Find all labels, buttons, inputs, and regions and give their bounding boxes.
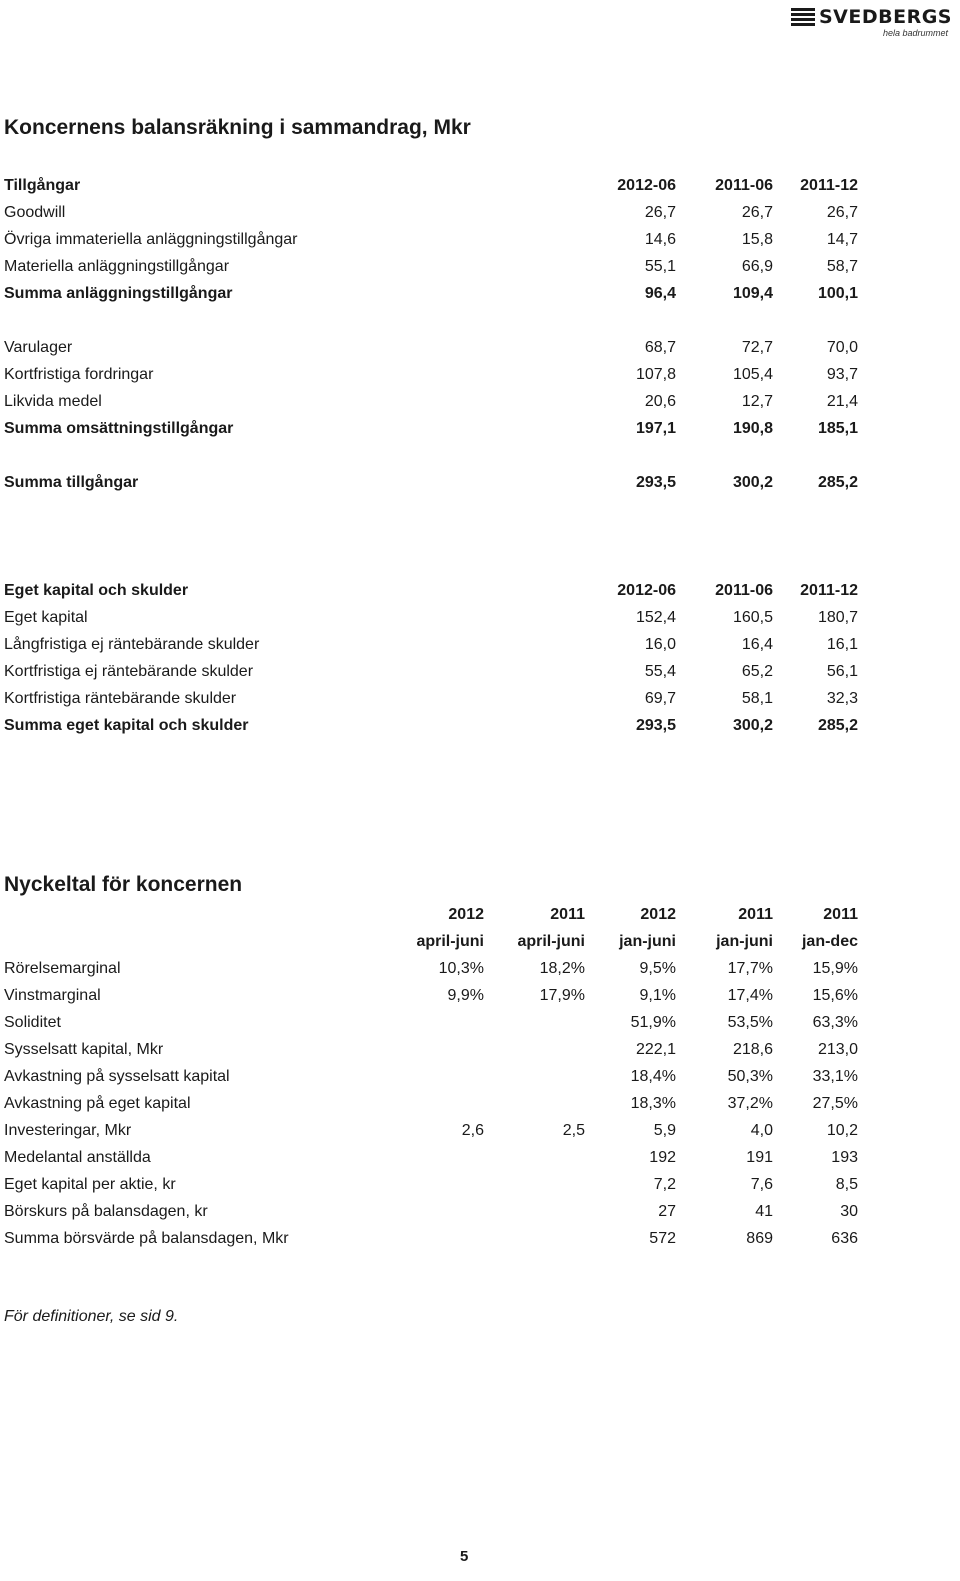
equity-header-row bbox=[4, 580, 868, 602]
row-label: Börskurs på balansdagen, kr bbox=[4, 1203, 208, 1220]
row-value: 72,7 bbox=[741, 339, 773, 356]
row-value: 69,7 bbox=[644, 690, 676, 707]
equity-header-label: Eget kapital och skulder bbox=[4, 582, 189, 599]
row-value: 636 bbox=[831, 1230, 858, 1247]
table-row-subtotal bbox=[4, 418, 868, 440]
row-label: Summa anläggningstillgångar bbox=[4, 285, 233, 302]
col-header: 2011 bbox=[738, 906, 773, 923]
table-row bbox=[4, 958, 868, 980]
row-value: 572 bbox=[649, 1230, 676, 1247]
row-value: 180,7 bbox=[817, 609, 858, 626]
row-value: 18,3% bbox=[630, 1095, 676, 1112]
row-label: Avkastning på sysselsatt kapital bbox=[4, 1068, 230, 1085]
row-label: Medelantal anställda bbox=[4, 1149, 151, 1166]
row-value: 7,2 bbox=[653, 1176, 676, 1193]
row-label: Övriga immateriella anläggningstillgångar bbox=[4, 231, 298, 248]
row-label: Eget kapital bbox=[4, 609, 88, 626]
row-value: 100,1 bbox=[817, 285, 858, 302]
row-value: 12,7 bbox=[741, 393, 773, 410]
row-value: 68,7 bbox=[644, 339, 676, 356]
row-value: 105,4 bbox=[732, 366, 773, 383]
row-label: Summa omsättningstillgångar bbox=[4, 420, 234, 437]
row-label: Kortfristiga ej räntebärande skulder bbox=[4, 663, 254, 680]
table-row-total bbox=[4, 472, 868, 494]
row-value: 285,2 bbox=[817, 717, 858, 734]
row-value: 16,1 bbox=[826, 636, 858, 653]
row-value: 2,6 bbox=[461, 1122, 484, 1139]
row-label: Vinstmarginal bbox=[4, 987, 101, 1004]
table-row bbox=[4, 391, 868, 413]
row-value: 10,3% bbox=[438, 960, 484, 977]
table-row-subtotal bbox=[4, 283, 868, 305]
row-value: 5,9 bbox=[653, 1122, 676, 1139]
row-value: 107,8 bbox=[635, 366, 676, 383]
keyfigures-period-header bbox=[4, 931, 868, 953]
row-value: 96,4 bbox=[644, 285, 676, 302]
table-row bbox=[4, 1120, 868, 1142]
row-label: Materiella anläggningstillgångar bbox=[4, 258, 230, 275]
col-header: jan-juni bbox=[716, 933, 773, 950]
table-row bbox=[4, 1174, 868, 1196]
table-row bbox=[4, 1228, 868, 1250]
assets-header-row bbox=[4, 175, 868, 197]
logo-mark-icon bbox=[791, 8, 815, 26]
row-label: Rörelsemarginal bbox=[4, 960, 121, 977]
row-value: 51,9% bbox=[630, 1014, 676, 1031]
row-label: Summa eget kapital och skulder bbox=[4, 717, 249, 734]
row-value: 66,9 bbox=[741, 258, 773, 275]
table-row bbox=[4, 202, 868, 224]
col-header: 2011-06 bbox=[715, 582, 773, 599]
row-value: 15,9% bbox=[812, 960, 858, 977]
row-value: 70,0 bbox=[826, 339, 858, 356]
table-row bbox=[4, 229, 868, 251]
table-row bbox=[4, 1012, 868, 1034]
row-label: Varulager bbox=[4, 339, 73, 356]
row-value: 2,5 bbox=[562, 1122, 585, 1139]
row-value: 300,2 bbox=[732, 474, 773, 491]
row-value: 41 bbox=[755, 1203, 773, 1220]
row-value: 869 bbox=[746, 1230, 773, 1247]
logo-name: SVEDBERGS bbox=[818, 6, 952, 28]
row-value: 21,4 bbox=[826, 393, 858, 410]
row-value: 7,6 bbox=[750, 1176, 773, 1193]
logo-tagline: hela badrummet bbox=[882, 28, 948, 38]
row-value: 58,7 bbox=[826, 258, 858, 275]
table-row bbox=[4, 985, 868, 1007]
col-header: 2011-12 bbox=[800, 582, 858, 599]
table-row bbox=[4, 1147, 868, 1169]
row-value: 109,4 bbox=[732, 285, 773, 302]
table-row bbox=[4, 1066, 868, 1088]
row-value: 17,4% bbox=[727, 987, 773, 1004]
row-value: 20,6 bbox=[644, 393, 676, 410]
col-header: 2011-06 bbox=[715, 177, 773, 194]
row-value: 17,7% bbox=[727, 960, 773, 977]
col-header: 2011 bbox=[823, 906, 858, 923]
row-value: 33,1% bbox=[812, 1068, 858, 1085]
row-value: 14,7 bbox=[826, 231, 858, 248]
row-value: 152,4 bbox=[635, 609, 676, 626]
page-number: 5 bbox=[460, 1548, 469, 1565]
row-label: Soliditet bbox=[4, 1014, 61, 1031]
row-label: Avkastning på eget kapital bbox=[4, 1095, 191, 1112]
row-label: Långfristiga ej räntebärande skulder bbox=[4, 636, 260, 653]
table-row bbox=[4, 634, 868, 656]
row-value: 9,1% bbox=[639, 987, 676, 1004]
row-label: Goodwill bbox=[4, 204, 66, 221]
row-value: 26,7 bbox=[644, 204, 676, 221]
table-row bbox=[4, 1093, 868, 1115]
row-value: 293,5 bbox=[635, 474, 676, 491]
row-value: 9,5% bbox=[639, 960, 676, 977]
row-value: 15,8 bbox=[741, 231, 773, 248]
col-header: 2011 bbox=[550, 906, 585, 923]
row-value: 30 bbox=[840, 1203, 858, 1220]
row-value: 18,2% bbox=[539, 960, 585, 977]
row-value: 293,5 bbox=[635, 717, 676, 734]
row-value: 27 bbox=[658, 1203, 676, 1220]
row-value: 9,9% bbox=[447, 987, 484, 1004]
col-header: jan-dec bbox=[801, 933, 858, 950]
row-value: 63,3% bbox=[812, 1014, 858, 1031]
row-label: Investeringar, Mkr bbox=[4, 1122, 132, 1139]
table-row bbox=[4, 256, 868, 278]
row-label: Sysselsatt kapital, Mkr bbox=[4, 1041, 164, 1058]
keyfigures-year-header bbox=[4, 904, 868, 926]
table-row bbox=[4, 1039, 868, 1061]
row-value: 18,4% bbox=[630, 1068, 676, 1085]
row-label: Kortfristiga räntebärande skulder bbox=[4, 690, 237, 707]
row-value: 222,1 bbox=[635, 1041, 676, 1058]
row-value: 55,1 bbox=[644, 258, 676, 275]
footnote: För definitioner, se sid 9. bbox=[4, 1308, 179, 1325]
row-value: 58,1 bbox=[741, 690, 773, 707]
row-value: 14,6 bbox=[644, 231, 676, 248]
row-value: 32,3 bbox=[826, 690, 858, 707]
row-value: 8,5 bbox=[835, 1176, 858, 1193]
row-value: 4,0 bbox=[750, 1122, 773, 1139]
row-value: 285,2 bbox=[817, 474, 858, 491]
col-header: april-juni bbox=[517, 933, 585, 950]
row-value: 197,1 bbox=[635, 420, 676, 437]
row-value: 160,5 bbox=[732, 609, 773, 626]
row-label: Summa börsvärde på balansdagen, Mkr bbox=[4, 1230, 289, 1247]
row-value: 192 bbox=[649, 1149, 676, 1166]
row-label: Eget kapital per aktie, kr bbox=[4, 1176, 176, 1193]
row-value: 15,6% bbox=[812, 987, 858, 1004]
row-value: 16,0 bbox=[644, 636, 676, 653]
row-value: 65,2 bbox=[741, 663, 773, 680]
table-row bbox=[4, 337, 868, 359]
row-value: 10,2 bbox=[826, 1122, 858, 1139]
row-value: 213,0 bbox=[817, 1041, 858, 1058]
row-value: 53,5% bbox=[727, 1014, 773, 1031]
row-value: 93,7 bbox=[826, 366, 858, 383]
table-row-total bbox=[4, 715, 868, 737]
row-value: 27,5% bbox=[812, 1095, 858, 1112]
col-header: 2011-12 bbox=[800, 177, 858, 194]
col-header: jan-juni bbox=[619, 933, 676, 950]
row-value: 26,7 bbox=[741, 204, 773, 221]
balance-title: Koncernens balansräkning i sammandrag, Mkr bbox=[4, 116, 471, 139]
row-value: 190,8 bbox=[732, 420, 773, 437]
row-value: 37,2% bbox=[727, 1095, 773, 1112]
row-value: 16,4 bbox=[741, 636, 773, 653]
keyfigures-title: Nyckeltal för koncernen bbox=[4, 873, 243, 896]
svedbergs-logo bbox=[747, 4, 952, 38]
col-header: 2012 bbox=[640, 906, 676, 923]
col-header: 2012-06 bbox=[617, 177, 676, 194]
table-row bbox=[4, 688, 868, 710]
row-label: Likvida medel bbox=[4, 393, 102, 410]
row-value: 55,4 bbox=[644, 663, 676, 680]
table-row bbox=[4, 661, 868, 683]
row-value: 26,7 bbox=[826, 204, 858, 221]
assets-header-label: Tillgångar bbox=[4, 177, 81, 194]
row-label: Summa tillgångar bbox=[4, 474, 139, 491]
row-value: 300,2 bbox=[732, 717, 773, 734]
table-row bbox=[4, 607, 868, 629]
table-row bbox=[4, 1201, 868, 1223]
row-value: 185,1 bbox=[817, 420, 858, 437]
row-label: Kortfristiga fordringar bbox=[4, 366, 154, 383]
row-value: 193 bbox=[831, 1149, 858, 1166]
col-header: 2012 bbox=[448, 906, 484, 923]
row-value: 218,6 bbox=[732, 1041, 773, 1058]
table-row bbox=[4, 364, 868, 386]
row-value: 17,9% bbox=[539, 987, 585, 1004]
row-value: 56,1 bbox=[826, 663, 858, 680]
col-header: april-juni bbox=[416, 933, 484, 950]
row-value: 191 bbox=[746, 1149, 773, 1166]
col-header: 2012-06 bbox=[617, 582, 676, 599]
row-value: 50,3% bbox=[727, 1068, 773, 1085]
